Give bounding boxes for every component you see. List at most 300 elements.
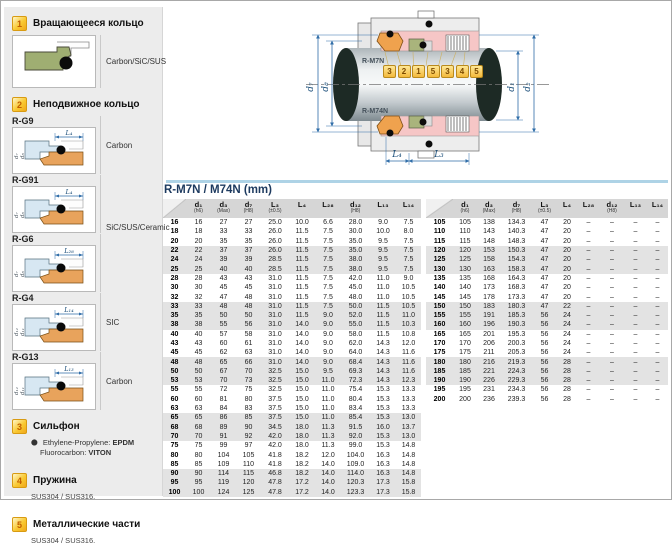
value-cell: 31.0 xyxy=(268,330,282,338)
table-row xyxy=(426,283,668,292)
value-cell: 11.5 xyxy=(376,321,390,329)
value-cell: 24 xyxy=(563,330,571,338)
table-row xyxy=(426,311,668,320)
value-cell: 27 xyxy=(219,219,228,227)
value-cell: 31.0 xyxy=(268,321,282,329)
value-cell: 56 xyxy=(540,377,549,385)
value-cell: 12.3 xyxy=(401,377,416,385)
value-cell: 15.3 xyxy=(376,395,390,403)
value-cell: 25 xyxy=(194,265,203,273)
value-cell: 14.8 xyxy=(401,451,416,459)
ring-cross-section-drawing xyxy=(12,186,96,233)
ring-model-label: R-G6 xyxy=(12,234,34,244)
value-cell: 11.5 xyxy=(295,284,309,292)
size-cell: 145 xyxy=(433,293,446,301)
table-row xyxy=(426,246,668,255)
value-cell: 11.5 xyxy=(376,312,390,320)
value-cell: 11.0 xyxy=(321,386,335,394)
value-cell: 75.4 xyxy=(348,386,363,394)
size-cell: 135 xyxy=(433,274,446,282)
value-cell: 15.0 xyxy=(295,405,309,413)
table-row xyxy=(163,488,421,497)
column-header: d₇ (H8) xyxy=(501,199,532,218)
value-cell: 27 xyxy=(244,219,253,227)
value-cell: 206 xyxy=(483,340,495,347)
value-cell: 7.5 xyxy=(323,302,333,310)
ring-material-label: Carbon xyxy=(100,352,158,410)
value-cell: 11.5 xyxy=(295,237,309,245)
table-row xyxy=(163,348,421,357)
section-3-badge: 3 xyxy=(12,419,27,434)
value-cell: – xyxy=(586,340,591,347)
value-cell: 24 xyxy=(563,312,571,320)
size-cell: 33 xyxy=(170,302,179,310)
value-cell: – xyxy=(655,386,660,394)
table-row xyxy=(163,413,421,422)
value-cell: 150 xyxy=(459,302,471,310)
value-cell: 38 xyxy=(194,321,203,329)
value-cell: 56 xyxy=(540,395,549,403)
size-cell: 48 xyxy=(170,358,179,366)
value-cell: 15.0 xyxy=(295,377,309,385)
value-cell: – xyxy=(610,274,614,282)
value-cell: 85 xyxy=(194,460,203,468)
value-cell: 56 xyxy=(540,386,549,394)
value-cell: 205.3 xyxy=(507,349,526,357)
value-cell: 47 xyxy=(540,302,549,310)
table-row xyxy=(163,311,421,320)
value-cell: 104.0 xyxy=(346,451,365,459)
value-cell: 168 xyxy=(483,274,495,282)
value-cell: – xyxy=(655,293,660,301)
value-cell: 11.5 xyxy=(295,265,309,273)
size-cell: 53 xyxy=(170,377,179,385)
table-row xyxy=(163,292,421,301)
value-cell: 158 xyxy=(483,256,495,264)
table-row xyxy=(163,478,421,487)
value-cell: 7.5 xyxy=(323,256,333,264)
value-cell: 53 xyxy=(194,377,203,385)
size-cell: 25 xyxy=(170,265,179,273)
value-cell: – xyxy=(610,395,614,403)
value-cell: 9.0 xyxy=(378,219,388,227)
table-row xyxy=(163,432,421,441)
value-cell: 143 xyxy=(483,228,495,236)
value-cell: 11.3 xyxy=(321,432,335,440)
set-screw-bottom xyxy=(418,151,434,158)
value-cell: 66 xyxy=(244,358,253,366)
ring-cross-section-drawing xyxy=(12,245,96,292)
size-cell: 195 xyxy=(433,386,446,394)
value-cell: 140 xyxy=(459,284,471,292)
value-cell: 30.0 xyxy=(348,228,363,236)
value-cell: 18.0 xyxy=(295,423,309,431)
value-cell: 28 xyxy=(563,358,571,366)
column-header: L₁₃ xyxy=(624,199,647,218)
table-row xyxy=(163,404,421,413)
value-cell: – xyxy=(655,312,660,320)
column-header: L₁₃ xyxy=(370,199,396,218)
section-metal-parts xyxy=(12,517,154,532)
value-cell: 72 xyxy=(219,386,228,394)
value-cell: 13.3 xyxy=(401,395,416,403)
bellows-spec-epdm: ⬤ Ethylene-Propylene: EPDM xyxy=(31,438,135,447)
value-cell: 28 xyxy=(563,367,571,375)
value-cell: – xyxy=(586,247,591,255)
value-cell: – xyxy=(633,349,638,357)
section-5-title: Металлические части xyxy=(33,519,141,530)
table-row xyxy=(163,367,421,376)
value-cell: 7.5 xyxy=(323,228,333,236)
table-row xyxy=(163,441,421,450)
table-row xyxy=(426,320,668,329)
table-row xyxy=(163,283,421,292)
size-cell: 38 xyxy=(170,321,179,329)
value-cell: 45 xyxy=(244,284,253,292)
value-cell: 35.0 xyxy=(348,237,363,245)
value-cell: 12.0 xyxy=(401,340,416,347)
table-corner-cell xyxy=(163,199,186,218)
svg-text:L₄: L₄ xyxy=(65,129,73,137)
value-cell: 41.8 xyxy=(268,460,282,468)
value-cell: 18.2 xyxy=(295,451,309,459)
value-cell: 38.0 xyxy=(348,265,363,273)
value-cell: 18.0 xyxy=(295,442,309,450)
value-cell: 7.5 xyxy=(323,293,333,301)
svg-text:d₁₂: d₁₂ xyxy=(14,387,20,395)
value-cell: 150.3 xyxy=(507,247,526,255)
size-cell: 63 xyxy=(170,405,179,413)
svg-text:d₁₂: d₁₂ xyxy=(14,328,20,336)
value-cell: 201 xyxy=(483,330,495,338)
value-cell: 224.3 xyxy=(507,367,526,375)
size-cell: 60 xyxy=(170,395,179,403)
part-callout-number: 3 xyxy=(441,65,454,78)
value-cell: 15.0 xyxy=(295,395,309,403)
part-callout-number: 1 xyxy=(412,65,425,78)
column-header: d₁ (h6) xyxy=(186,199,211,218)
value-cell: 135 xyxy=(459,274,471,282)
value-cell: 39 xyxy=(219,256,228,264)
size-cell: 32 xyxy=(170,293,179,301)
size-cell: 80 xyxy=(170,451,179,459)
section-5-badge: 5 xyxy=(12,517,27,532)
ring-model-label: R-G13 xyxy=(12,352,39,362)
value-cell: 48 xyxy=(244,302,253,310)
value-cell: 47.8 xyxy=(268,488,282,496)
value-cell: 60 xyxy=(194,395,203,403)
value-cell: 11.0 xyxy=(401,312,416,320)
size-cell: 120 xyxy=(433,247,446,255)
bellows-spec-viton: Fluorocarbon: VITON xyxy=(40,448,112,457)
column-header: d₁ (h6) xyxy=(453,199,477,218)
value-cell: 47 xyxy=(540,293,549,301)
dim-l3-bottom: L₃ xyxy=(434,150,444,160)
value-cell: 24 xyxy=(563,349,571,357)
value-cell: – xyxy=(610,321,614,329)
section-2-badge: 2 xyxy=(12,97,27,112)
value-cell: 16.3 xyxy=(376,470,390,478)
value-cell: 45 xyxy=(194,349,203,357)
value-cell: 14.0 xyxy=(295,330,309,338)
column-header: L₄ xyxy=(557,199,577,218)
value-cell: – xyxy=(586,386,591,394)
value-cell: 195.3 xyxy=(507,330,526,338)
value-cell: 11.6 xyxy=(401,349,416,357)
value-cell: – xyxy=(610,284,614,292)
value-cell: 125 xyxy=(459,256,471,264)
size-cell: 68 xyxy=(170,423,179,431)
value-cell: 17.3 xyxy=(376,488,390,496)
value-cell: – xyxy=(586,237,591,245)
dimension-table-left xyxy=(163,199,421,497)
value-cell: – xyxy=(655,247,660,255)
table-row xyxy=(163,469,421,478)
value-cell: 13.0 xyxy=(401,432,416,440)
value-cell: 11.0 xyxy=(321,395,335,403)
bullet-icon: ⬤ xyxy=(31,440,38,446)
size-cell: 50 xyxy=(170,367,179,375)
value-cell: – xyxy=(586,265,591,273)
table-row xyxy=(163,227,421,236)
value-cell: 173 xyxy=(483,284,495,292)
value-cell: 47 xyxy=(540,265,549,273)
value-cell: 195 xyxy=(459,386,471,394)
value-cell: – xyxy=(610,265,614,273)
value-cell: 11.5 xyxy=(295,293,309,301)
value-cell: 120 xyxy=(459,247,471,255)
table-row xyxy=(426,218,668,227)
table-row xyxy=(163,423,421,432)
ring-cross-section-drawing xyxy=(12,363,96,410)
value-cell: 173.3 xyxy=(507,293,526,301)
part-callout-number: 2 xyxy=(398,65,411,78)
svg-text:d₇: d₇ xyxy=(14,212,20,218)
value-cell: 56 xyxy=(244,321,253,329)
value-cell: 9.5 xyxy=(378,237,388,245)
value-cell: 55 xyxy=(219,321,228,329)
table-row xyxy=(163,460,421,469)
value-cell: 119 xyxy=(217,479,230,487)
table-row xyxy=(426,395,668,404)
value-cell: 43 xyxy=(219,274,228,282)
rotating-ring-drawing xyxy=(12,35,96,88)
table-row xyxy=(426,255,668,264)
value-cell: 62.0 xyxy=(348,340,363,347)
value-cell: 65 xyxy=(194,414,203,422)
table-row xyxy=(163,218,421,227)
table-row xyxy=(163,264,421,273)
value-cell: 14.0 xyxy=(295,321,309,329)
section-stationary-ring xyxy=(12,97,154,112)
value-cell: 83.4 xyxy=(348,405,363,413)
value-cell: 185.3 xyxy=(507,312,526,320)
value-cell: 7.5 xyxy=(403,219,414,227)
value-cell: 17.2 xyxy=(295,488,309,496)
value-cell: 11.3 xyxy=(321,423,335,431)
value-cell: 105 xyxy=(459,219,471,227)
section-1-badge: 1 xyxy=(12,16,27,31)
value-cell: 28 xyxy=(563,395,571,403)
value-cell: – xyxy=(633,321,638,329)
column-header: d₁₂ (H8) xyxy=(341,199,370,218)
value-cell: – xyxy=(655,274,660,282)
size-cell: 170 xyxy=(433,340,446,347)
table-row xyxy=(163,339,421,348)
size-cell: 190 xyxy=(433,377,446,385)
value-cell: 14.0 xyxy=(321,479,335,487)
value-cell: 191 xyxy=(483,312,495,320)
value-cell: 216 xyxy=(483,358,495,366)
value-cell: 63 xyxy=(194,405,203,413)
stationary-ring-variant xyxy=(12,234,158,292)
table-row xyxy=(163,330,421,339)
value-cell: 52.0 xyxy=(348,312,363,320)
value-cell: 7.5 xyxy=(403,256,414,264)
o-ring-top-right xyxy=(420,42,427,49)
value-cell: – xyxy=(586,312,591,320)
value-cell: 58.0 xyxy=(348,330,363,338)
spring-material: SUS304 / SUS316. xyxy=(31,492,96,501)
value-cell: 229.3 xyxy=(507,377,526,385)
metal-parts-material: SUS304 / SUS316. xyxy=(31,536,96,545)
value-cell: 40 xyxy=(194,330,203,338)
value-cell: 20 xyxy=(563,284,571,292)
value-cell: 11.0 xyxy=(376,284,390,292)
size-cell: 55 xyxy=(170,386,179,394)
table-row xyxy=(163,395,421,404)
value-cell: 47 xyxy=(540,284,549,292)
part-callout-number: 3 xyxy=(383,65,396,78)
value-cell: 72.3 xyxy=(348,377,363,385)
value-cell: – xyxy=(655,395,660,403)
section-3-title: Сильфон xyxy=(33,421,80,432)
model-bottom-label: R-M74N xyxy=(362,108,389,115)
ring-cross-section-icon xyxy=(13,305,95,345)
value-cell: – xyxy=(633,284,638,292)
size-cell: 85 xyxy=(170,460,179,468)
value-cell: 85 xyxy=(244,414,253,422)
value-cell: 50 xyxy=(244,312,253,320)
ring-material-label: Carbon xyxy=(100,116,158,174)
value-cell: 130 xyxy=(459,265,471,273)
section-1-title: Вращающееся кольцо xyxy=(33,18,144,29)
table-row xyxy=(426,330,668,339)
value-cell: – xyxy=(633,312,638,320)
value-cell: 231 xyxy=(483,386,495,394)
value-cell: 18.2 xyxy=(295,460,309,468)
o-ring-housing-top xyxy=(426,21,433,28)
size-cell: 200 xyxy=(433,395,446,403)
dim-l4-bottom: L₄ xyxy=(392,150,402,160)
value-cell: 14.0 xyxy=(321,470,335,478)
value-cell: – xyxy=(586,293,591,301)
value-cell: 37.5 xyxy=(268,414,282,422)
value-cell: 11.0 xyxy=(321,414,335,422)
value-cell: – xyxy=(633,386,638,394)
size-cell: 35 xyxy=(170,312,179,320)
value-cell: 11.5 xyxy=(376,330,390,338)
column-header: L₂₈ xyxy=(315,199,341,218)
ring-model-label: R-G9 xyxy=(12,116,34,126)
value-cell: 9.5 xyxy=(378,265,388,273)
value-cell: 115 xyxy=(459,237,471,245)
table-row xyxy=(163,320,421,329)
ring-cross-section-drawing xyxy=(12,127,96,174)
table-row xyxy=(163,357,421,366)
value-cell: 14.0 xyxy=(321,460,335,468)
value-cell: 31.0 xyxy=(268,274,282,282)
value-cell: 80.4 xyxy=(348,395,363,403)
value-cell: – xyxy=(610,247,614,255)
value-cell: 16.0 xyxy=(376,423,390,431)
section-4-title: Пружина xyxy=(33,475,77,486)
value-cell: 9.0 xyxy=(323,312,333,320)
value-cell: 47 xyxy=(540,228,549,236)
dim-d7-left: d₇ xyxy=(306,82,316,92)
value-cell: 104 xyxy=(217,451,230,459)
value-cell: – xyxy=(655,219,660,227)
value-cell: 28 xyxy=(194,274,203,282)
value-cell: 31.0 xyxy=(268,284,282,292)
ring-cross-section-icon xyxy=(13,246,95,286)
table-row xyxy=(426,264,668,273)
value-cell: 11.0 xyxy=(321,377,335,385)
value-cell: 32.5 xyxy=(268,386,282,394)
value-cell: 219.3 xyxy=(507,358,526,366)
value-cell: – xyxy=(586,228,591,236)
column-header: L₄ xyxy=(289,199,315,218)
spring-bottom xyxy=(446,116,469,132)
value-cell: – xyxy=(655,377,660,385)
value-cell: 32.5 xyxy=(268,377,282,385)
value-cell: 58 xyxy=(244,330,253,338)
value-cell: 57 xyxy=(219,330,228,338)
value-cell: 7.5 xyxy=(403,247,414,255)
value-cell: 120 xyxy=(242,479,255,487)
value-cell: 211 xyxy=(483,349,495,357)
value-cell: 12.0 xyxy=(321,451,335,459)
value-cell: 153 xyxy=(483,247,495,255)
value-cell: 11.5 xyxy=(295,256,309,264)
svg-text:L₄: L₄ xyxy=(65,188,73,196)
value-cell: 68 xyxy=(194,423,203,431)
value-cell: – xyxy=(610,377,614,385)
rotating-ring-material: Carbon/SiC/SUS xyxy=(100,35,166,88)
value-cell: 200 xyxy=(459,395,471,403)
value-cell: 11.6 xyxy=(401,358,416,366)
value-cell: 14.3 xyxy=(376,349,390,357)
dim-d1-right: d₁ xyxy=(507,82,517,92)
size-cell: 155 xyxy=(433,312,446,320)
value-cell: 11.0 xyxy=(376,274,390,282)
value-cell: 20 xyxy=(563,219,571,227)
part-callouts xyxy=(383,65,483,78)
column-header: d₃ (Max) xyxy=(477,199,501,218)
svg-text:d₈: d₈ xyxy=(20,153,26,159)
value-cell: 86 xyxy=(219,414,228,422)
value-cell: 175 xyxy=(459,349,471,357)
value-cell: 20 xyxy=(194,237,203,245)
set-screw-top xyxy=(418,11,434,18)
part-callout-number: 5 xyxy=(427,65,440,78)
value-cell: – xyxy=(586,377,591,385)
ring-cross-section-drawing xyxy=(12,304,96,351)
rotating-ring-cross-section-icon xyxy=(13,36,95,82)
value-cell: 32.5 xyxy=(268,367,282,375)
value-cell: 9.0 xyxy=(323,358,333,366)
value-cell: 42.0 xyxy=(348,274,363,282)
